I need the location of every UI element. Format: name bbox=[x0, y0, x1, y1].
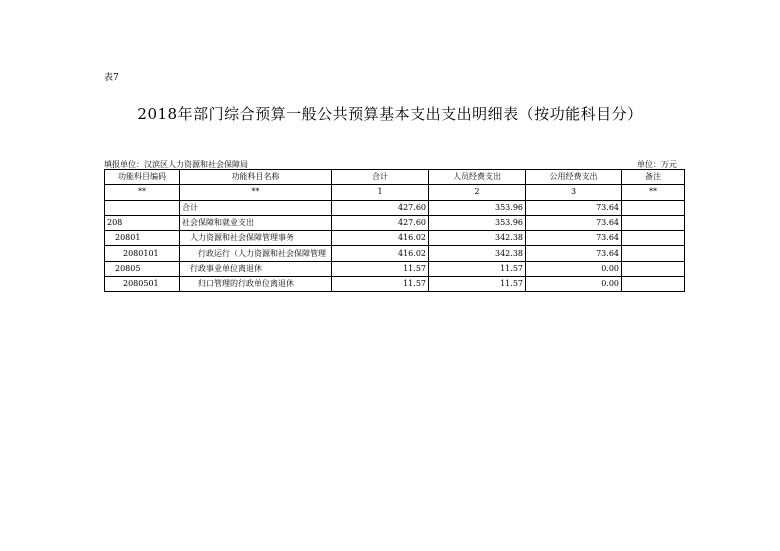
personnel-cell: 342.38 bbox=[429, 246, 526, 261]
index-cell: 3 bbox=[526, 185, 622, 200]
table-row bbox=[105, 200, 685, 215]
code-cell bbox=[105, 200, 180, 215]
personnel-cell: 342.38 bbox=[429, 231, 526, 246]
personnel-cell: 353.96 bbox=[429, 200, 526, 215]
name-cell: 人力资源和社会保障管理事务 bbox=[180, 231, 332, 246]
name-cell: 行政事业单位离退休 bbox=[180, 261, 332, 276]
code-cell: 2080101 bbox=[105, 246, 180, 261]
page-title: 2018年部门综合预算一般公共预算基本支出支出明细表（按功能科目分） bbox=[137, 105, 643, 123]
code-cell: 208 bbox=[105, 215, 180, 230]
total-cell: 11.57 bbox=[332, 277, 429, 292]
total-cell: 416.02 bbox=[332, 246, 429, 261]
index-row bbox=[105, 185, 685, 200]
index-cell: ** bbox=[180, 185, 332, 200]
total-cell: 11.57 bbox=[332, 261, 429, 276]
table-row bbox=[105, 215, 685, 230]
index-cell: 1 bbox=[332, 185, 429, 200]
note-cell bbox=[622, 215, 685, 230]
table-row bbox=[105, 261, 685, 276]
reporting-unit: 填报单位：汉滨区人力资源和社会保障局 bbox=[104, 160, 248, 169]
index-cell: 2 bbox=[429, 185, 526, 200]
personnel-cell: 11.57 bbox=[429, 277, 526, 292]
expenditure-table bbox=[104, 169, 685, 292]
column-header: 公用经费支出 bbox=[526, 170, 622, 185]
public-cell: 0.00 bbox=[526, 261, 622, 276]
table-number: 表7 bbox=[104, 73, 119, 83]
note-cell bbox=[622, 246, 685, 261]
name-cell: 行政运行（人力资源和社会保障管理 bbox=[180, 246, 332, 261]
total-cell: 427.60 bbox=[332, 200, 429, 215]
table-row bbox=[105, 231, 685, 246]
code-cell: 2080501 bbox=[105, 277, 180, 292]
public-cell: 73.64 bbox=[526, 231, 622, 246]
column-header: 合计 bbox=[332, 170, 429, 185]
table-row bbox=[105, 246, 685, 261]
public-cell: 73.64 bbox=[526, 215, 622, 230]
public-cell: 73.64 bbox=[526, 246, 622, 261]
public-cell: 73.64 bbox=[526, 200, 622, 215]
name-cell: 归口管理的行政单位离退休 bbox=[180, 277, 332, 292]
code-cell: 20805 bbox=[105, 261, 180, 276]
note-cell bbox=[622, 231, 685, 246]
column-header: 人员经费支出 bbox=[429, 170, 526, 185]
code-cell: 20801 bbox=[105, 231, 180, 246]
column-header: 备注 bbox=[622, 170, 685, 185]
public-cell: 0.00 bbox=[526, 277, 622, 292]
personnel-cell: 11.57 bbox=[429, 261, 526, 276]
table-row bbox=[105, 277, 685, 292]
note-cell bbox=[622, 200, 685, 215]
note-cell bbox=[622, 261, 685, 276]
index-cell: ** bbox=[622, 185, 685, 200]
total-cell: 427.60 bbox=[332, 215, 429, 230]
total-cell: 416.02 bbox=[332, 231, 429, 246]
name-cell: 合计 bbox=[180, 200, 332, 215]
currency-unit: 单位：万元 bbox=[637, 160, 677, 169]
index-cell: ** bbox=[105, 185, 180, 200]
table-header-row bbox=[105, 170, 685, 185]
name-cell: 社会保障和就业支出 bbox=[180, 215, 332, 230]
note-cell bbox=[622, 277, 685, 292]
column-header: 功能科目编码 bbox=[105, 170, 180, 185]
column-header: 功能科目名称 bbox=[180, 170, 332, 185]
personnel-cell: 353.96 bbox=[429, 215, 526, 230]
